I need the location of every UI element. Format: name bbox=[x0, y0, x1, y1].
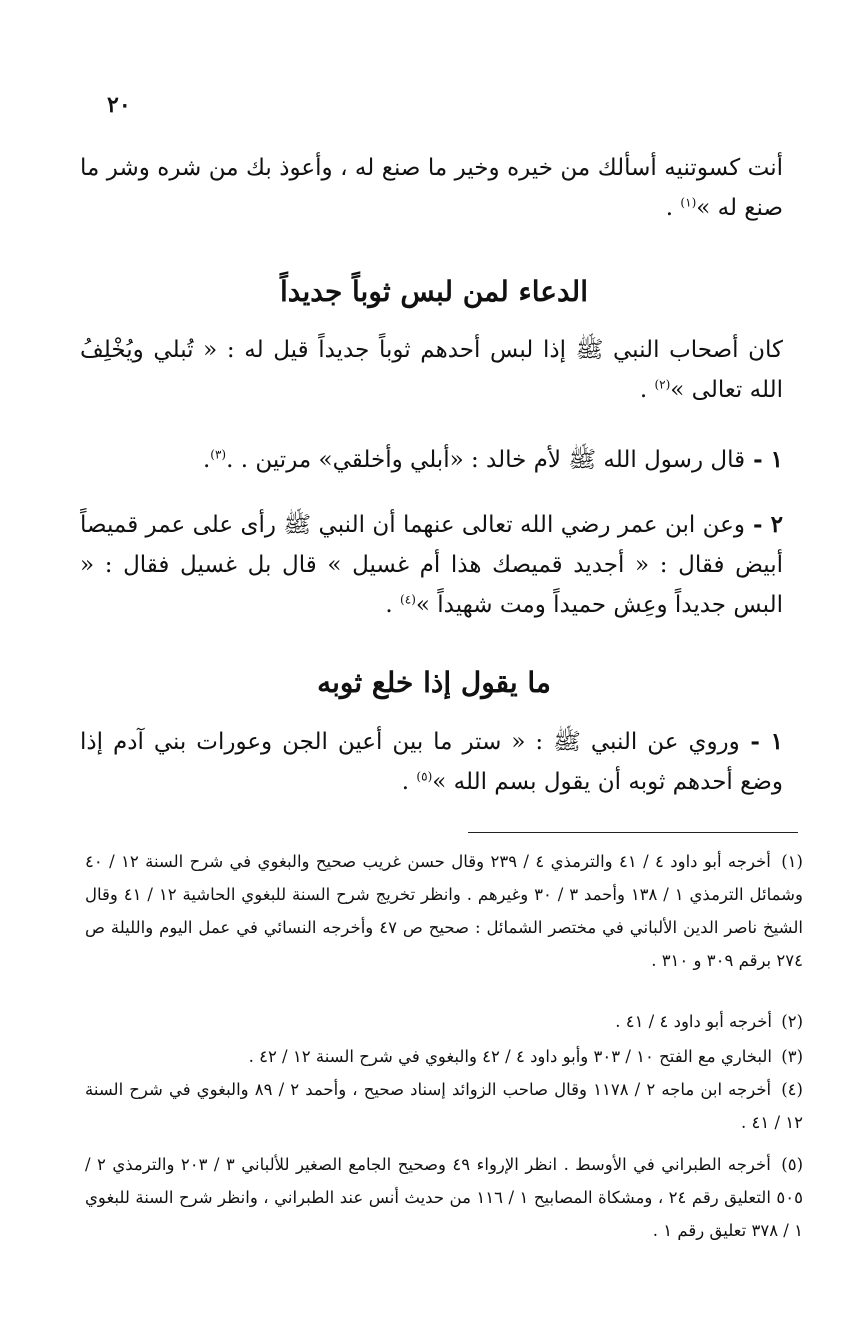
footnote-number: (٥) bbox=[781, 1155, 803, 1174]
section2-item-1 bbox=[80, 722, 783, 802]
footnote-text: أخرجه أبو داود ٤ / ٤١ والترمذي ٤ / ٢٣٩ وقال حسن غريب صحيح والبغوي في شرح السنة ١٢ / ٤٠ وشمائل الترمذي ١ / ١٣٨ وأحمد ٣ / ٣٠ وغيرهم . وانظر تخريج شرح السنة للبغوي الحاشية ١٢ / ٤١ وقال الشيخ ناصر الدين الألباني في مختصر الشمائل : صحيح ص ٤٧ وأخرجه النسائي في عمل اليوم والليلة ص ٢٧٤ برقم ٣٠٩ و ٣١٠ . bbox=[85, 852, 803, 970]
item-number: ٢ - bbox=[744, 511, 784, 538]
footnote-ref: (٤) bbox=[400, 592, 416, 607]
item-number: ١ - bbox=[739, 728, 783, 755]
footnote-text: أخرجه الطبراني في الأوسط . انظر الإرواء ٤٩ وصحيح الجامع الصغير للألباني ٣ / ٢٠٣ والترمذي ٢ / ٥٠٥ التعليق رقم ٢٤ ، ومشكاة المصابيح ١ / ١١٦ من حديث أنس عند الطبراني ، وانظر شرح السنة للبغوي ١ / ٣٧٨ تعليق رقم ١ . bbox=[85, 1155, 803, 1240]
item-end: . bbox=[202, 447, 211, 473]
item-end: . bbox=[385, 592, 401, 618]
item-end: . bbox=[401, 769, 417, 795]
footnote-text: أخرجه ابن ماجه ٢ / ١١٧٨ وقال صاحب الزوائد إسناد صحيح ، وأحمد ٢ / ٨٩ والبغوي في شرح السنة ١٢ / ٤١ . bbox=[85, 1080, 803, 1132]
footnote-text: البخاري مع الفتح ١٠ / ٣٠٣ وأبو داود ٤ / ٤٢ والبغوي في شرح السنة ١٢ / ٤٢ . bbox=[248, 1047, 772, 1066]
footnote-number: (٣) bbox=[781, 1047, 803, 1066]
footnote-divider bbox=[468, 832, 798, 833]
item-text: وروي عن النبي ﷺ : « ستر ما بين أعين الجن وعورات بني آدم إذا وضع أحدهم ثوبه أن يقول بسم الله » bbox=[80, 729, 783, 795]
footnote-ref: (١) bbox=[680, 195, 697, 210]
section1-item-1 bbox=[80, 440, 783, 480]
page-number: ٢٠ bbox=[107, 92, 131, 118]
item-number: ١ - bbox=[745, 446, 783, 473]
section1-item-2 bbox=[80, 505, 783, 625]
intro-end: . bbox=[665, 195, 681, 221]
footnote-5 bbox=[85, 1148, 803, 1247]
intro-text: أنت كسوتنيه أسألك من خيره وخير ما صنع له ، وأعوذ بك من شره وشر ما صنع له » bbox=[80, 155, 783, 221]
footnote-number: (٢) bbox=[781, 1012, 803, 1031]
footnote-number: (٤) bbox=[781, 1080, 803, 1099]
section1-intro-end: . bbox=[639, 377, 655, 403]
footnote-3 bbox=[85, 1040, 803, 1073]
section1-intro bbox=[80, 330, 783, 410]
item-text: قال رسول الله ﷺ لأم خالد : «أبلي وأخلقي» مرتين . . bbox=[226, 447, 746, 473]
footnote-4 bbox=[85, 1073, 803, 1139]
footnote-1 bbox=[85, 845, 803, 977]
footnote-number: (١) bbox=[781, 852, 803, 871]
footnote-ref: (٢) bbox=[654, 377, 671, 392]
section-heading-removing-garment: ما يقول إذا خلع ثوبه bbox=[317, 666, 551, 699]
footnote-2 bbox=[85, 1005, 803, 1038]
section-heading-new-garment: الدعاء لمن لبس ثوباً جديداً bbox=[280, 275, 588, 308]
item-text: وعن ابن عمر رضي الله تعالى عنهما أن النبي ﷺ رأى على عمر قميصاً أبيض فقال : « أجديد قميصك هذا أم غسيل » قال بل غسيل فقال : « البس جديداً وعِش حميداً ومت شهيداً » bbox=[80, 512, 783, 618]
footnote-text: أخرجه أبو داود ٤ / ٤١ . bbox=[615, 1012, 772, 1031]
section1-intro-text: كان أصحاب النبي ﷺ إذا لبس أحدهم ثوباً جديداً قيل له : « تُبلي ويُخْلِفُ الله تعالى » bbox=[80, 337, 783, 403]
footnote-ref: (٥) bbox=[416, 769, 433, 784]
footnote-ref: (٣) bbox=[210, 447, 227, 462]
intro-paragraph bbox=[80, 148, 783, 228]
